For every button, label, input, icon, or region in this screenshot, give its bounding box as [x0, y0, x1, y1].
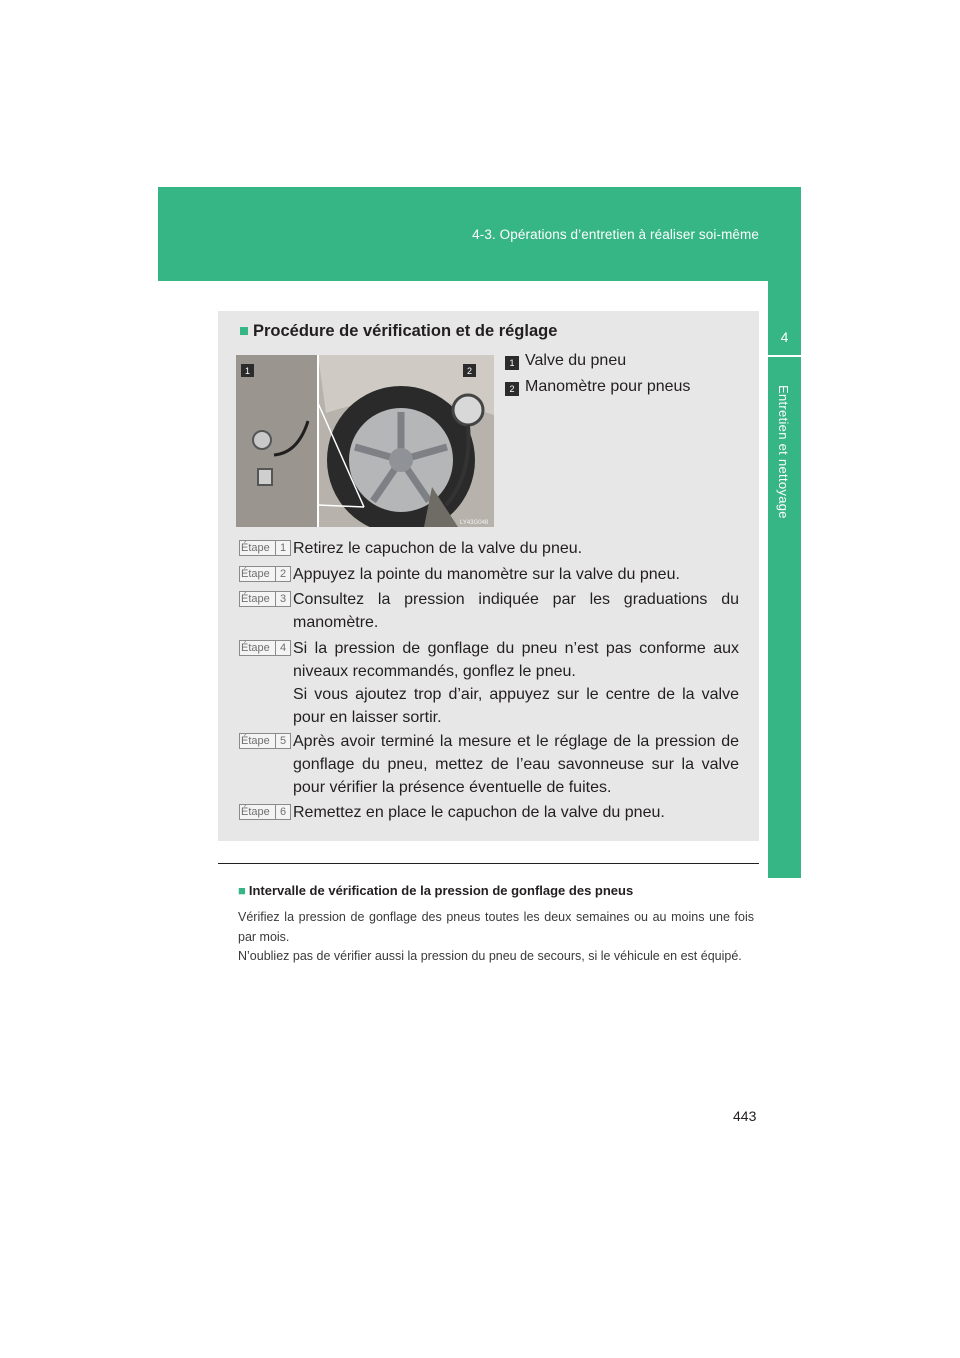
- page-number: 443: [733, 1108, 757, 1124]
- tire-valve-illustration: [236, 355, 494, 527]
- section-header-band: [158, 187, 801, 281]
- callout-label: Manomètre pour pneus: [525, 378, 691, 395]
- step-text: Remettez en place le capuchon de la valve du pneu.: [293, 804, 665, 821]
- step-badge: Étape 6: [239, 804, 291, 820]
- svg-text:2: 2: [466, 366, 473, 376]
- callout-number: 1: [505, 356, 519, 370]
- procedure-step: [239, 537, 739, 560]
- step-text: Appuyez la pointe du manomètre sur la valve du pneu.: [293, 566, 680, 583]
- step-badge: Étape 2: [239, 566, 291, 582]
- note-heading: [238, 883, 633, 898]
- section-divider: [218, 863, 759, 864]
- tire-valve-photo: [236, 355, 494, 527]
- square-bullet-icon: ■: [238, 883, 246, 898]
- step-badge: Étape 4: [239, 640, 291, 656]
- procedure-step: [239, 588, 739, 634]
- callout-label: Valve du pneu: [525, 352, 627, 369]
- chapter-label: Entretien et nettoyage: [776, 385, 791, 519]
- procedure-step: [239, 563, 739, 586]
- side-tab-divider: [768, 355, 801, 357]
- procedure-heading-text: Procédure de vérification et de réglage: [252, 322, 558, 340]
- step-text: Après avoir terminé la mesure et le réglage de la pression de gonflage du pneu, mettez de l’eau savonneuse sur la valve pour vérifier la présence éventuelle de fuites.: [293, 733, 739, 796]
- svg-text:1: 1: [244, 366, 251, 376]
- figure-code: LY43G048: [460, 520, 489, 526]
- procedure-step: [239, 730, 739, 799]
- callout-tire-valve: [505, 350, 626, 372]
- section-title: 4-3. Opérations d’entretien à réaliser soi-même: [472, 227, 759, 242]
- step-badge: Étape 3: [239, 591, 291, 607]
- note-paragraph: Vérifiez la pression de gonflage des pneus toutes les deux semaines ou au moins une fois par mois.: [238, 910, 754, 944]
- procedure-heading: [239, 322, 557, 341]
- step-text: Retirez le capuchon de la valve du pneu.: [293, 540, 583, 557]
- procedure-step: [239, 801, 739, 824]
- step-text: Si la pression de gonflage du pneu n’est pas conforme aux niveaux recommandés, gonflez le pneu.: [293, 640, 739, 680]
- square-bullet-icon: ■: [239, 322, 249, 340]
- note-paragraph: N’oubliez pas de vérifier aussi la pression du pneu de secours, si le véhicule en est équipé.: [238, 949, 742, 963]
- note-heading-text: Intervalle de vérification de la pression de gonflage des pneus: [248, 883, 634, 898]
- step-text: Si vous ajoutez trop d’air, appuyez sur le centre de la valve pour en laisser sortir.: [293, 686, 739, 726]
- callout-number: 2: [505, 382, 519, 396]
- chapter-side-tab[interactable]: [768, 281, 801, 878]
- step-badge: Étape 5: [239, 733, 291, 749]
- step-text: Consultez la pression indiquée par les graduations du manomètre.: [293, 591, 739, 631]
- procedure-box: [218, 311, 759, 841]
- chapter-number: 4: [780, 329, 789, 345]
- procedure-step: [239, 637, 739, 729]
- callout-pressure-gauge: [505, 376, 690, 398]
- note-body: [238, 908, 754, 967]
- step-badge: Étape 1: [239, 540, 291, 556]
